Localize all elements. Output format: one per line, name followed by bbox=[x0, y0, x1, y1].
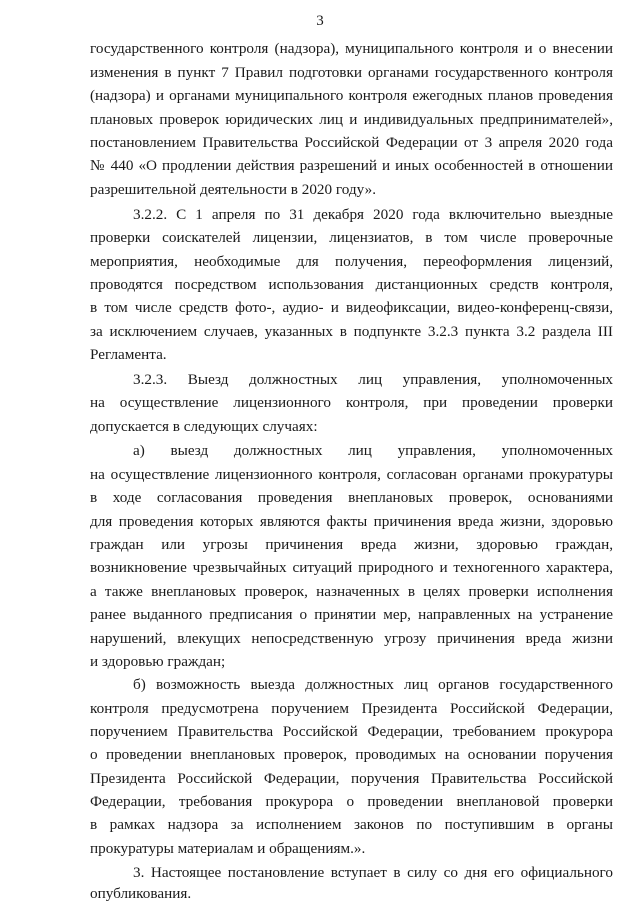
text-line: о проведении внеплановых проверок, проводимых на основании поручения bbox=[90, 746, 613, 763]
text-line: контроля предусмотрена поручением Президента Российской Федерации, bbox=[90, 700, 613, 717]
text-line: в рамках надзора за исполнением законов по поступившим в органы bbox=[90, 816, 613, 833]
text-line: за исключением случаев, указанных в подпункте 3.2.3 пункта 3.2 раздела III bbox=[90, 323, 613, 340]
text-line: ранее выданного предписания о принятии мер, направленных на устранение bbox=[90, 606, 613, 623]
text-line: проводятся посредством использования дистанционных средств контроля, bbox=[90, 276, 613, 293]
text-line: поручением Правительства Российской Федерации, требованием прокурора bbox=[90, 723, 613, 740]
text-line: постановлением Правительства Российской Федерации от 3 апреля 2020 года bbox=[90, 134, 613, 151]
text-line: разрешительной деятельности в 2020 году». bbox=[90, 181, 376, 198]
text-line: изменения в пункт 7 Правил подготовки органами государственного контроля bbox=[90, 64, 613, 81]
paragraph-3-2-3-first-line: 3.2.3. Выезд должностных лиц управления, уполномоченных bbox=[133, 371, 613, 388]
text-line: допускается в следующих случаях: bbox=[90, 418, 318, 435]
subitem-a-first-line: а) выезд должностных лиц управления, уполномоченных bbox=[133, 442, 613, 459]
text-line: на осуществление лицензионного контроля, при проведении проверки bbox=[90, 394, 613, 411]
text-line: Регламента. bbox=[90, 346, 167, 363]
final-paragraph-first-line: 3. Настоящее постановление вступает в силу со дня его официального bbox=[133, 864, 613, 881]
subitem-b-first-line: б) возможность выезда должностных лиц органов государственного bbox=[133, 676, 613, 693]
text-line: граждан или угрозы причинения вреда жизни, здоровью граждан, bbox=[90, 536, 613, 553]
text-line: возникновение чрезвычайных ситуаций природного и техногенного характера, bbox=[90, 559, 613, 576]
text-line: в ходе согласования проведения внеплановых проверок, основаниями bbox=[90, 489, 613, 506]
text-line: государственного контроля (надзора), муниципального контроля и о внесении bbox=[90, 40, 613, 57]
text-line: плановых проверок юридических лиц и индивидуальных предпринимателей», bbox=[90, 111, 613, 128]
text-line: (надзора) и органами муниципального контроля ежегодных планов проведения bbox=[90, 87, 613, 104]
page-number: 3 bbox=[316, 13, 324, 29]
text-line: мероприятия, необходимые для получения, переоформления лицензий, bbox=[90, 253, 613, 270]
text-line: нарушений, влекущих непосредственную угрозу причинения вреда жизни bbox=[90, 630, 613, 647]
text-line: и здоровью граждан; bbox=[90, 653, 226, 670]
text-line: в том числе средств фото-, аудио- и видеофиксации, видео-конференц-связи, bbox=[90, 299, 613, 316]
text-line: для проведения которых являются факты причинения вреда жизни, здоровью bbox=[90, 513, 613, 530]
text-line: опубликования. bbox=[90, 885, 192, 902]
text-line: Федерации, требования прокурора о проведении внеплановой проверки bbox=[90, 793, 613, 810]
text-line: проверки соискателей лицензии, лицензиатов, в том числе проверочные bbox=[90, 229, 613, 246]
text-line: № 440 «О продлении действия разрешений и иных особенностей в отношении bbox=[90, 157, 613, 174]
text-line: на осуществление лицензионного контроля, согласован органами прокуратуры bbox=[90, 466, 613, 483]
text-line: прокуратуры материалам и обращениям.». bbox=[90, 840, 366, 857]
text-line: а также внеплановых проверок, назначенных в целях проверки исполнения bbox=[90, 583, 613, 600]
paragraph-3-2-2-first-line: 3.2.2. С 1 апреля по 31 декабря 2020 года включительно выездные bbox=[133, 206, 613, 223]
text-line: Президента Российской Федерации, поручения Правительства Российской bbox=[90, 770, 613, 787]
